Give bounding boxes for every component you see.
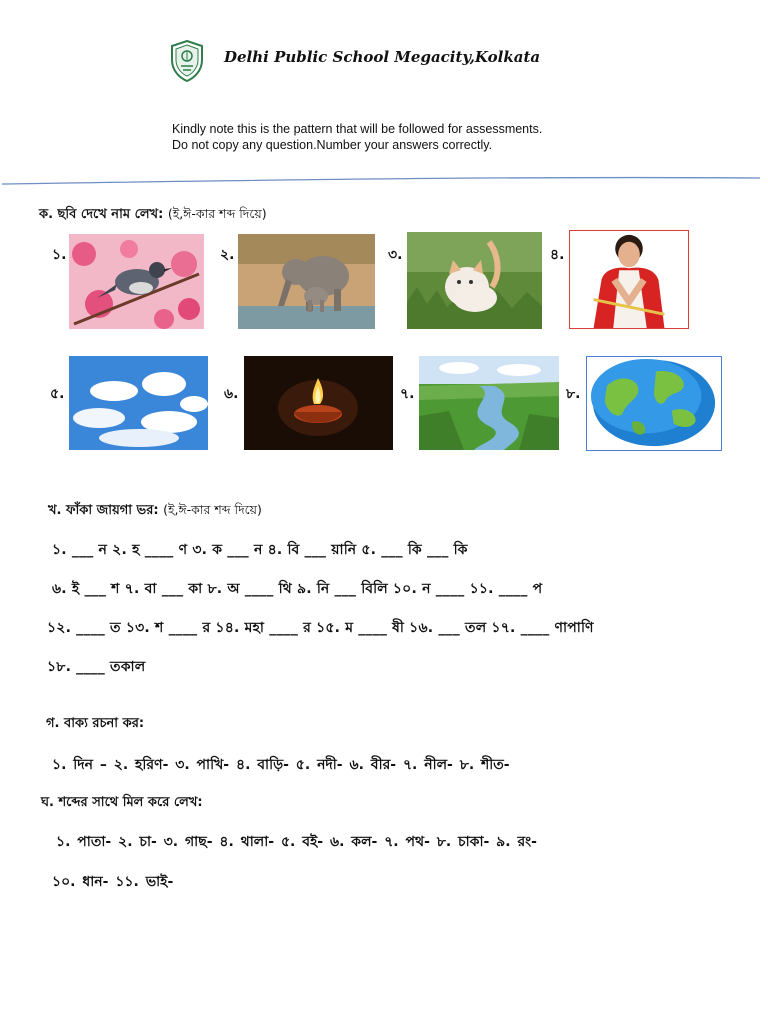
elephants-at-water-icon: [238, 234, 375, 329]
fill-blank-line-4: ১৮. ____ তকাল: [47, 659, 146, 675]
note-line-1: Kindly note this is the pattern that will be followed for assessments.: [172, 122, 543, 136]
section-ka-subtitle: (ই,ঈ-কার শব্দ দিয়ে): [167, 206, 267, 221]
picture-number-5: ৫.: [50, 386, 65, 402]
section-ka-heading: ক. ছবি দেখে নাম লেখ:: [39, 207, 164, 222]
fill-blank-line-3: ১২. ____ ত ১৩. শ ____ র ১৪. মহা ____ র ১৫. ম ____ ষী ১৬. ___ তল ১৭. ____ ণাপাণি: [47, 620, 594, 636]
picture-number-4: ৪.: [550, 247, 565, 263]
picture-number-8: ৮.: [566, 386, 581, 402]
picture-number-7: ৭.: [400, 386, 415, 402]
earth-globe-icon: [586, 356, 722, 451]
school-logo: [170, 40, 204, 82]
rhyme-words-line-1: ১. পাতা- ২. চা- ৩. গাছ- ৪. থালা- ৫. বই- ৬. কল- ৭. পথ- ৮. চাকা- ৯. রং-: [56, 834, 537, 850]
header-divider: [2, 170, 760, 182]
sentence-words-line: ১. দিন – ২. হরিণ- ৩. পাখি- ৪. বাড়ি- ৫. নদী- ৬. বীর- ৭. নীল- ৮. শীত-: [52, 757, 510, 773]
kitten-in-grass-icon: [407, 232, 542, 329]
section-ka-title: [39, 205, 267, 226]
note-line-2: Do not copy any question.Number your answers correctly.: [172, 138, 493, 152]
school-name: Delhi Public School Megacity,Kolkata: [224, 48, 541, 66]
river-valley-icon: [419, 356, 559, 450]
section-kha-title: [48, 501, 262, 522]
oil-lamp-icon: [244, 356, 393, 450]
section-ga-title: গ. বাক্য রচনা কর:: [46, 716, 145, 731]
sky-with-clouds-icon: [69, 356, 208, 450]
fill-blank-line-2: ৬. ই ___ শ ৭. বা ___ কা ৮. অ ____ থি ৯. নি ___ বিলি ১০. ন ____ ১১. ____ প: [52, 581, 543, 597]
section-gha-title: ঘ. শব্দের সাথে মিল করে লেখ:: [41, 795, 203, 810]
section-kha-subtitle: (ই,ঈ-কার শব্দ দিয়ে): [163, 502, 262, 517]
section-kha-heading: খ. ফাঁকা জায়গা ভর:: [48, 503, 159, 518]
girl-in-saree-icon: [569, 230, 689, 329]
assessment-note: [172, 121, 542, 153]
fill-blank-line-1: ১. ___ ন ২. হ ____ ণ ৩. ক ___ ন ৪. বি ___ য়ানি ৫. ___ কি ___ কি: [52, 542, 468, 558]
rhyme-words-line-2: ১০. ধান- ১১. ভাই-: [52, 874, 174, 890]
picture-number-2: ২.: [220, 247, 235, 263]
picture-number-1: ১.: [52, 247, 67, 263]
picture-number-6: ৬.: [224, 386, 239, 402]
bird-on-blossom-icon: [69, 234, 204, 329]
picture-number-3: ৩.: [388, 247, 403, 263]
